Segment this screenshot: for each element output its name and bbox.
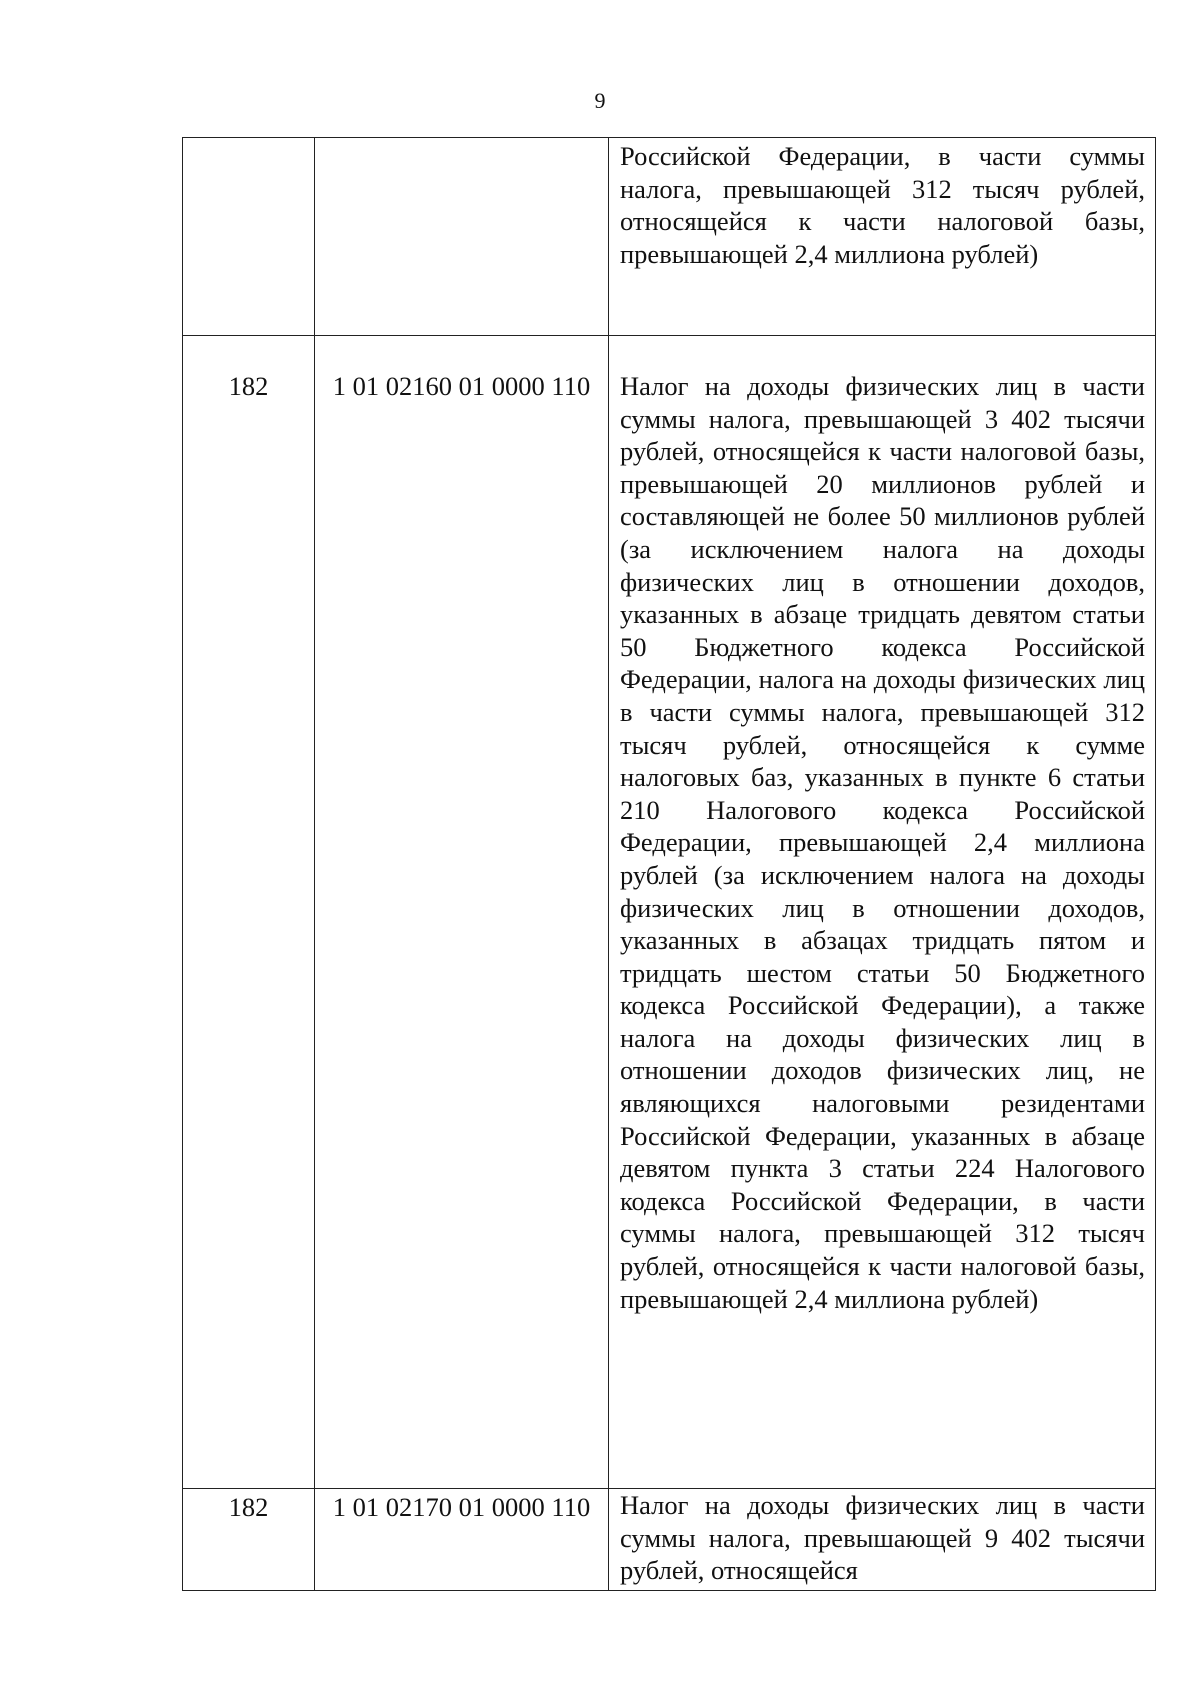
kbk-code-cell bbox=[315, 138, 609, 336]
admin-code: 182 bbox=[228, 1492, 269, 1522]
table-row bbox=[183, 138, 1156, 336]
income-name-cell bbox=[609, 138, 1156, 336]
kbk-code: 1 01 02160 01 0000 110 bbox=[332, 371, 591, 401]
admin-code-cell bbox=[183, 1489, 315, 1591]
admin-code-cell bbox=[183, 336, 315, 1489]
kbk-code: 1 01 02170 01 0000 110 bbox=[332, 1492, 591, 1522]
income-name-cell bbox=[609, 1489, 1156, 1591]
kbk-code-cell bbox=[315, 336, 609, 1489]
budget-codes-table bbox=[182, 137, 1156, 1591]
kbk-code bbox=[315, 138, 608, 172]
admin-code-cell bbox=[183, 138, 315, 336]
page-number: 9 bbox=[594, 88, 606, 113]
income-name: Налог на доходы физических лиц в части суммы налога, превышающей 9 402 тысячи рублей, относящейся bbox=[620, 1490, 1145, 1586]
kbk-code-cell bbox=[315, 1489, 609, 1591]
income-name: Российской Федерации, в части суммы налога, превышающей 312 тысяч рублей, относящейся к части налоговой базы, превышающей 2,4 миллиона рублей) bbox=[620, 141, 1145, 269]
admin-code bbox=[183, 138, 314, 172]
income-name: Налог на доходы физических лиц в части суммы налога, превышающей 3 402 тысячи рублей, относящейся к части налоговой базы, превышающей 20 миллионов рублей и составляющей не более 50 миллионов рублей (за исключением налога на доходы физических лиц в отношении доходов, указанных в абзаце тридцать девятом статьи 50 Бюджетного кодекса Российской Федерации, налога на доходы физических лиц в части суммы налога, превышающей 312 тысяч рублей, относящейся к сумме налоговых баз, указанных в пункте 6 статьи 210 Налогового кодекса Российской Федерации, превышающей 2,4 миллиона рублей (за исключением налога на доходы физических лиц в отношении доходов, указанных в абзацах тридцать пятом и тридцать шестом статьи 50 Бюджетного кодекса Российской Федерации), а также налога на доходы физических лиц в отношении доходов физических лиц, не являющихся налоговыми резидентами Российской Федерации, указанных в абзаце девятом пункта 3 статьи 224 Налогового кодекса Российской Федерации, в части суммы налога, превышающей 312 тысяч рублей, относящейся к части налоговой базы, превышающей 2,4 миллиона рублей) bbox=[620, 371, 1145, 1314]
table-row bbox=[183, 1489, 1156, 1591]
income-name-cell bbox=[609, 336, 1156, 1489]
table-row bbox=[183, 336, 1156, 1489]
admin-code: 182 bbox=[228, 371, 269, 401]
